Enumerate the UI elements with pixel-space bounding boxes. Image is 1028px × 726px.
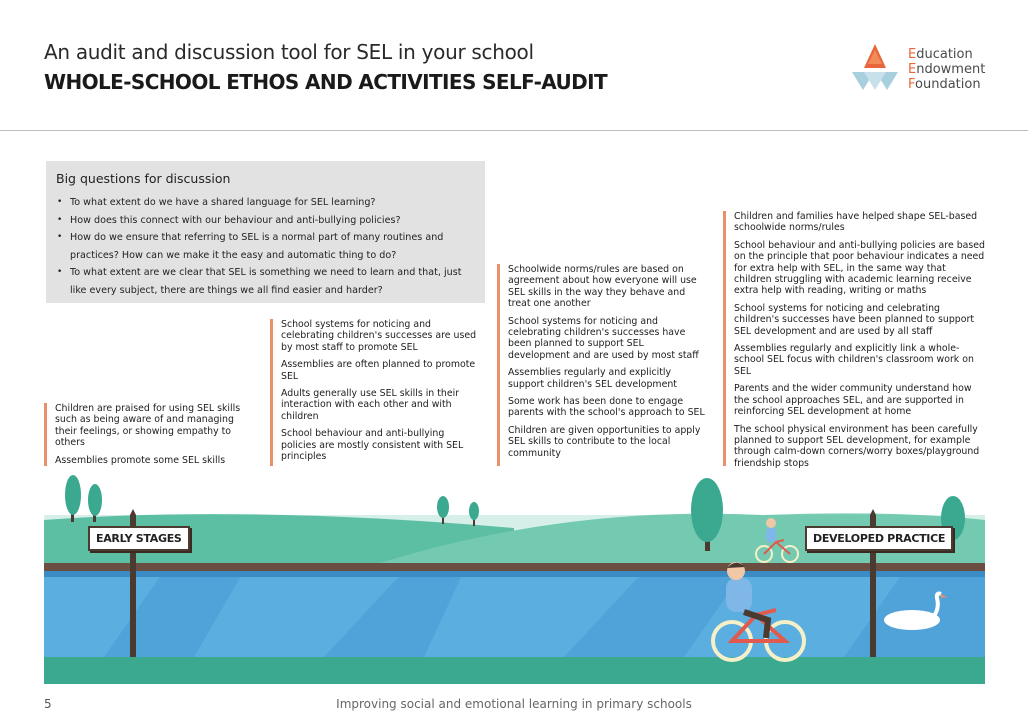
logo-wordmark — [908, 47, 985, 92]
stage-item: Assemblies are often planned to promote SEL — [281, 359, 476, 382]
question-item: • To what extent do we have a shared language for SEL learning? — [70, 194, 475, 212]
journey-illustration — [44, 470, 985, 684]
stage-column-2 — [270, 319, 480, 466]
questions-heading: Big questions for discussion — [56, 171, 231, 186]
stage-item: School systems for noticing and celebrating children's successes are used by most staff to promote SEL — [281, 319, 477, 353]
logo-word-foundation: oundation — [915, 77, 981, 92]
question-item: • How do we ensure that referring to SEL is a normal part of many routines and practices? How can we make it the easy and automatic thing to do? — [70, 229, 475, 264]
logo-initial-f: F — [908, 77, 916, 92]
eef-triangle-logo-icon — [850, 42, 900, 92]
discussion-questions-box — [46, 161, 485, 303]
stage-column-1 — [44, 403, 244, 466]
developed-practice-sign: DEVELOPED PRACTICE — [805, 526, 953, 551]
logo-word-endowment: ndowment — [916, 62, 986, 77]
stage-item: Assemblies regularly and explicitly support children's SEL development — [508, 367, 677, 390]
question-item: • To what extent are we clear that SEL is something we need to learn and that, just like every subject, there are things we all find easier and harder? — [70, 264, 475, 299]
footer-title: Improving social and emotional learning in primary schools — [336, 697, 692, 711]
logo-initial-e2: E — [908, 62, 917, 77]
subtitle: An audit and discussion tool for SEL in your school — [44, 40, 534, 64]
stage-item: Children and families have helped shape SEL-based schoolwide norms/rules — [734, 211, 978, 234]
stage-item: Assemblies regularly and explicitly link a whole-school SEL focus with children's classroom work on SEL — [734, 343, 974, 377]
stage-item: Some work has been done to engage parents with the school's approach to SEL — [508, 396, 705, 419]
question-item: • How does this connect with our behaviour and anti-bullying policies? — [70, 212, 475, 230]
stage-item: Children are praised for using SEL skills such as being aware of and managing their feelings, or showing empathy to others — [55, 403, 241, 449]
eef-logo — [850, 42, 1000, 94]
page-title: WHOLE-SCHOOL ETHOS AND ACTIVITIES SELF-AUDIT — [44, 70, 608, 94]
stage-column-4 — [723, 211, 985, 469]
stage-item: Schoolwide norms/rules are based on agreement about how everyone will use SEL skills in the way they behave and treat one another — [508, 264, 697, 310]
trees-left — [65, 475, 102, 522]
header-divider — [0, 130, 1028, 131]
questions-list — [56, 194, 475, 299]
stage-item: School behaviour and anti-bullying policies are mostly consistent with SEL principles — [281, 428, 464, 463]
stage-item: Adults generally use SEL skills in their interaction with each other and with children — [281, 388, 460, 422]
page-number: 5 — [44, 697, 52, 711]
logo-initial-e1: E — [908, 47, 917, 62]
stage-item: Children are given opportunities to apply SEL skills to contribute to the local community — [508, 424, 701, 459]
stage-column-3 — [497, 264, 707, 466]
stage-item: Parents and the wider community understand how the school approaches SEL, and are supported in reinforcing SEL development at home — [734, 383, 972, 418]
stage-item: School systems for noticing and celebrating children's successes have been planned to support SEL development and are used by most staff — [508, 315, 699, 361]
stage-item: School systems for noticing and celebrating children's successes have been planned to support SEL development and are used by all staff — [734, 302, 975, 337]
logo-word-education: ducation — [916, 47, 973, 62]
stage-item: School behaviour and anti-bullying policies are based on the principle that poor behaviour indicates a need for extra help with SEL, in the same way that children struggling with academic learning receive extra help with reading, writing or maths — [734, 239, 985, 297]
stage-item: Assemblies promote some SEL skills — [55, 454, 226, 466]
stage-item: The school physical environment has been carefully planned to support SEL development, for example through calm-down corners/worry boxes/playground friendship stops — [734, 423, 980, 469]
early-stages-sign: EARLY STAGES — [88, 526, 190, 551]
